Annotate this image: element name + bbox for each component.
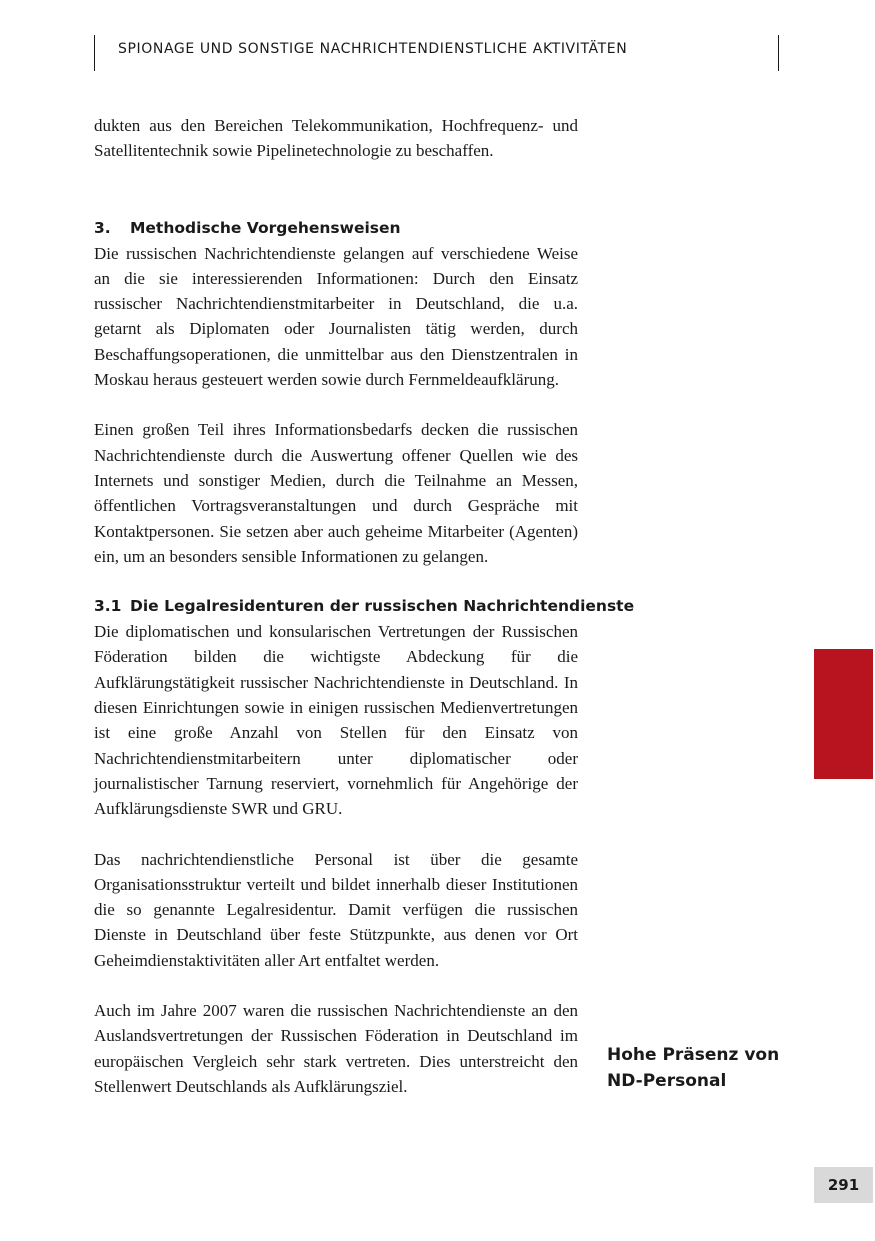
paragraph: Die diplomatischen und konsularischen Vertretungen der Russischen Föderation bilden die wichtigste Abdeckung für die Aufklärungstätigkeit russischer Nachrichtendienste in Deutschland. In diesen Einrichtungen sowie in einigen russischen Medienvertretungen ist eine große Anzahl von Stellen für den Einsatz von Nachrichtendienstmitarbeitern unter diplomatischer oder journalistischer Tarnung reserviert, vornehmlich für Angehörige der Aufklärungsdienste SWR und GRU. (94, 622, 578, 819)
header-rule-left (94, 35, 95, 71)
section-number: 3. (94, 218, 111, 237)
margin-note (607, 1042, 787, 1094)
section-3 (94, 216, 578, 570)
header-rule-right (778, 35, 779, 71)
margin-note-line: ND-Personal (607, 1071, 727, 1091)
section-title: Die Legalresidenturen der russischen Nachrichtendienste (130, 597, 635, 616)
paragraph: Die russischen Nachrichtendienste gelangen auf verschiedene Weise an die sie interessierenden Informationen: Durch den Einsatz russischer Nachrichtendienstmitarbeiter in Deutschland, die u.a. getarnt als Diplomaten oder Journalisten tätig werden, durch Beschaffungsoperationen, die unmittelbar aus den Dienstzentralen in Moskau heraus gesteuert werden sowie durch Fernmeldeaufklärung. (94, 243, 578, 390)
intro-paragraph: dukten aus den Bereichen Telekommunikation, Hochfrequenz- und Satellitentechnik sowie Pipelinetechnologie zu beschaffen. (94, 116, 578, 161)
running-head: SPIONAGE UND SONSTIGE NACHRICHTENDIENSTLICHE AKTIVITÄTEN (118, 41, 628, 57)
section-heading (94, 216, 578, 241)
section-heading (94, 594, 635, 619)
margin-note-line: Hohe Präsenz von (607, 1045, 780, 1065)
main-text-column (94, 113, 635, 1099)
section-number: 3.1 (94, 597, 122, 616)
paragraph: Einen großen Teil ihres Informationsbedarfs decken die russischen Nachrichtendienste durch die Auswertung offener Quellen wie des Internets und sonstiger Medien, durch die Teilnahme an Messen, öffentlichen Vortragsveranstaltungen und durch Gespräche mit Kontaktpersonen. Sie setzen aber auch geheime Mitarbeiter (Agenten) ein, um an besonders sensible Informationen zu gelangen. (94, 420, 578, 566)
chapter-thumb-tab (814, 649, 873, 779)
section-title: Methodische Vorgehensweisen (130, 218, 401, 237)
paragraph: Auch im Jahre 2007 waren die russischen Nachrichtendienste an den Auslandsvertretungen der Russischen Föderation in Deutschland im europäischen Vergleich sehr stark vertreten. Dies unterstreicht den Stellenwert Deutschlands als Aufklärungsziel. (94, 1001, 578, 1096)
paragraph: Das nachrichtendienstliche Personal ist über die gesamte Organisationsstruktur verteilt und bildet innerhalb dieser Institutionen die so genannte Legalresidentur. Damit verfügen die russischen Dienste in Deutschland über feste Stützpunkte, aus denen vor Ort Geheimdienstaktivitäten aller Art entfaltet werden. (94, 849, 578, 970)
section-3-1 (94, 594, 635, 1099)
page-number: 291 (814, 1167, 873, 1203)
